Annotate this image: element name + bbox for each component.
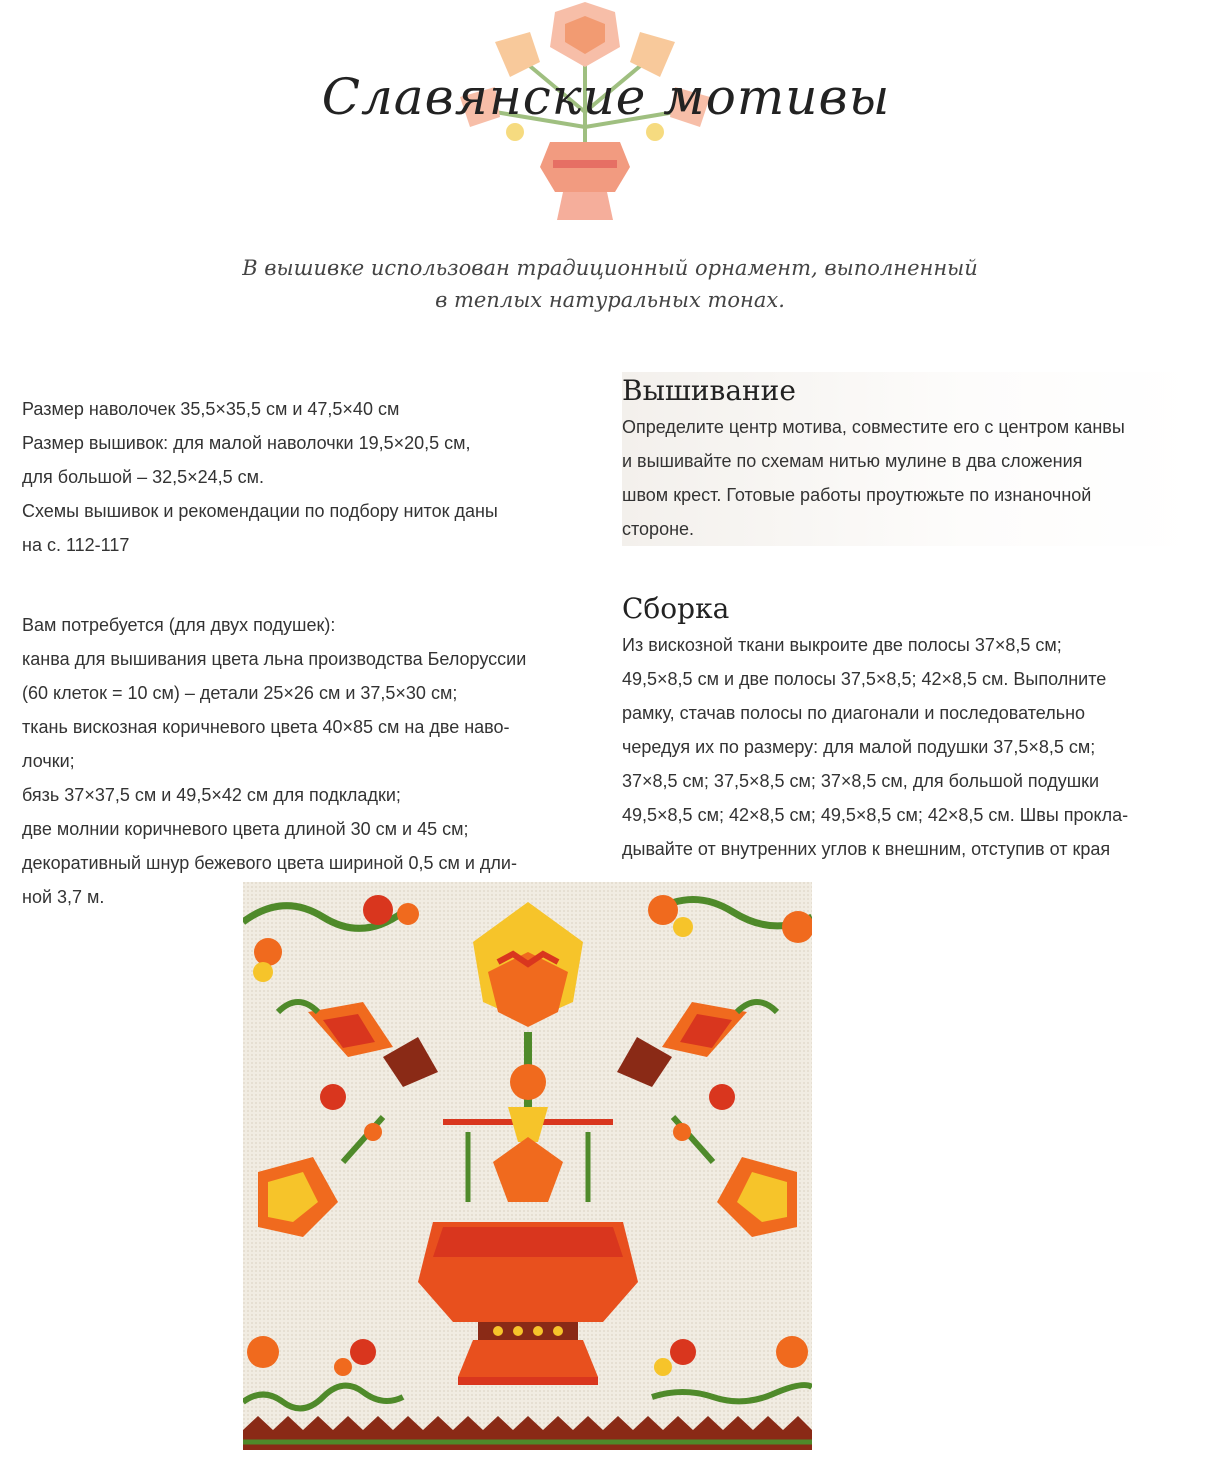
materials-block	[22, 608, 597, 914]
embroidery-line: и вышивайте по схемам нитью мулине в два сложения	[622, 451, 1083, 471]
sizes-line: на с. 112-117	[22, 535, 130, 555]
subtitle-line: в теплых натуральных тонах.	[435, 288, 785, 312]
assembly-section	[622, 590, 1197, 866]
subtitle-line: В вышивке использован традиционный орнамент, выполненный	[242, 256, 978, 280]
assembly-line: дывайте от внутренних углов к внешним, отступив от края	[622, 839, 1111, 859]
embroidery-line: стороне.	[622, 519, 695, 539]
embroidery-line: Определите центр мотива, совместите его с центром канвы	[622, 417, 1125, 437]
sizes-line: для большой – 32,5×24,5 см.	[22, 467, 265, 487]
embroidery-photo	[243, 882, 812, 1450]
assembly-line: 37×8,5 см; 37,5×8,5 см; 37×8,5 см, для большой подушки	[622, 771, 1100, 791]
materials-line: (60 клеток = 10 см) – детали 25×26 см и 37,5×30 см;	[22, 683, 458, 703]
right-column	[622, 372, 1197, 866]
materials-line: ной 3,7 м.	[22, 887, 105, 907]
sizes-line: Схемы вышивок и рекомендации по подбору ниток даны	[22, 501, 498, 521]
assembly-line: Из вискозной ткани выкроите две полосы 37×8,5 см;	[622, 635, 1062, 655]
assembly-line: 49,5×8,5 см; 42×8,5 см; 49,5×8,5 см; 42×8,5 см. Швы прокла-	[622, 805, 1129, 825]
materials-line: бязь 37×37,5 см и 49,5×42 см для подкладки;	[22, 785, 401, 805]
materials-line: ткань вискозная коричневого цвета 40×85 см на две наво-	[22, 717, 510, 737]
assembly-line: 49,5×8,5 см и две полосы 37,5×8,5; 42×8,5 см. Выполните	[622, 669, 1107, 689]
embroidery-section	[622, 372, 1197, 546]
materials-line: лочки;	[22, 751, 75, 771]
left-column	[22, 392, 597, 914]
materials-line: декоративный шнур бежевого цвета шириной 0,5 см и дли-	[22, 853, 517, 873]
materials-line: две молнии коричневого цвета длиной 30 см и 45 см;	[22, 819, 469, 839]
assembly-line: чередуя их по размеру: для малой подушки 37,5×8,5 см;	[622, 737, 1096, 757]
sizes-line: Размер вышивок: для малой наволочки 19,5×20,5 см,	[22, 433, 471, 453]
assembly-heading: Сборка	[622, 592, 730, 625]
sizes-line: Размер наволочек 35,5×35,5 см и 47,5×40 см	[22, 399, 400, 419]
materials-line: Вам потребуется (для двух подушек):	[22, 615, 336, 635]
embroidery-heading: Вышивание	[622, 374, 796, 407]
page-title: Славянские мотивы	[321, 68, 891, 126]
assembly-line: рамку, стачав полосы по диагонали и последовательно	[622, 703, 1086, 723]
embroidery-line: швом крест. Готовые работы проутюжьте по изнаночной	[622, 485, 1092, 505]
sizes-block	[22, 392, 597, 562]
subtitle	[200, 252, 1020, 316]
materials-line: канва для вышивания цвета льна производства Белоруссии	[22, 649, 527, 669]
